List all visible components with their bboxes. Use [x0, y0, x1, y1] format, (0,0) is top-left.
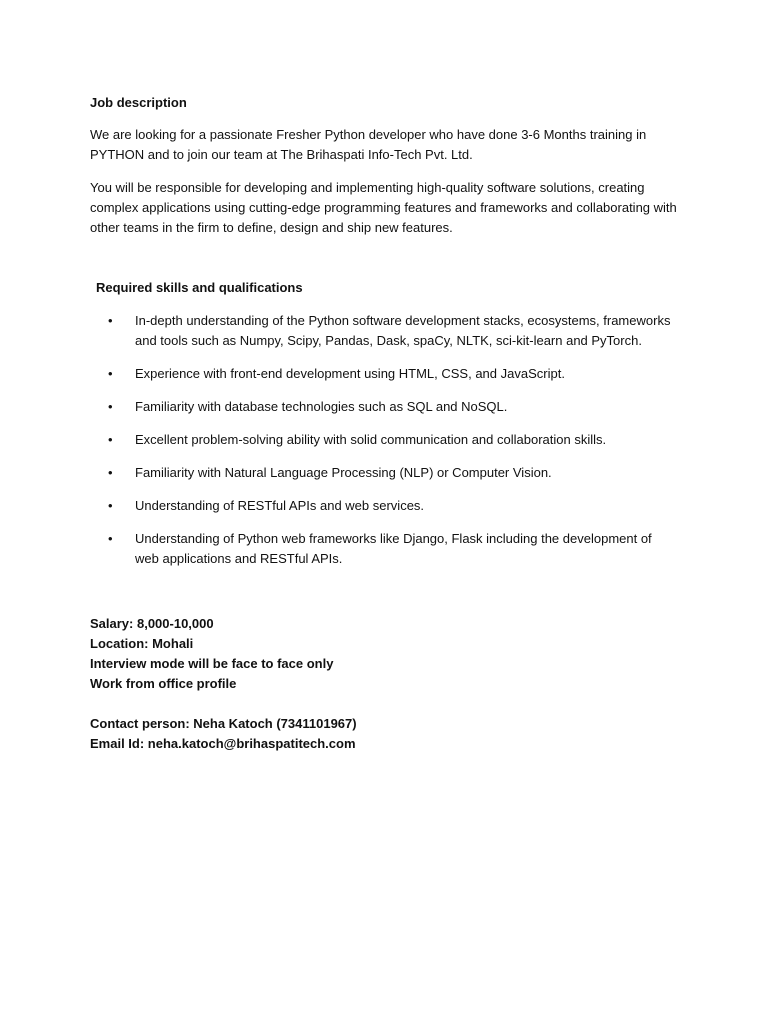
list-item [108, 430, 678, 450]
skill-text: Understanding of RESTful APIs and web services. [135, 498, 425, 513]
skill-text: Familiarity with database technologies such as SQL and NoSQL. [135, 399, 508, 414]
location-line: Location: Mohali [90, 636, 194, 651]
skill-text: Experience with front-end development using HTML, CSS, and JavaScript. [135, 366, 565, 381]
skill-text: Understanding of Python web frameworks like Django, Flask including the development of web applications and RESTful APIs. [135, 531, 652, 566]
interview-mode-line: Interview mode will be face to face only [90, 656, 334, 671]
list-item [108, 463, 678, 483]
spacer [90, 694, 357, 714]
skill-text: In-depth understanding of the Python software development stacks, ecosystems, frameworks and tools such as Numpy, Scipy, Pandas, Dask, spaCy, NLTK, sci-kit-learn and PyTorch. [135, 313, 671, 348]
email-line: Email Id: neha.katoch@brihaspatitech.com [90, 736, 356, 751]
bullet-icon: • [108, 399, 113, 414]
job-description-heading: Job description [90, 95, 187, 110]
list-item [108, 397, 678, 417]
bullet-icon: • [108, 465, 113, 480]
bullet-icon: • [108, 313, 113, 328]
bullet-icon: • [108, 432, 113, 447]
work-profile-line: Work from office profile [90, 676, 237, 691]
bullet-icon: • [108, 531, 113, 546]
bullet-icon: • [108, 366, 113, 381]
skills-heading: Required skills and qualifications [96, 280, 303, 295]
list-item [108, 311, 678, 351]
contact-person-line: Contact person: Neha Katoch (7341101967) [90, 716, 357, 731]
salary-line: Salary: 8,000-10,000 [90, 616, 214, 631]
list-item [108, 364, 678, 384]
list-item [108, 529, 678, 569]
skill-text: Excellent problem-solving ability with solid communication and collaboration skills. [135, 432, 607, 447]
job-details [90, 614, 357, 754]
skill-text: Familiarity with Natural Language Processing (NLP) or Computer Vision. [135, 465, 552, 480]
skills-list [108, 311, 678, 582]
list-item [108, 496, 678, 516]
intro-paragraph: We are looking for a passionate Fresher Python developer who have done 3-6 Months training in PYTHON and to join our team at The Brihaspati Info-Tech Pvt. Ltd. [90, 127, 647, 162]
bullet-icon: • [108, 498, 113, 513]
responsibilities-paragraph: You will be responsible for developing and implementing high-quality software solutions, creating complex applications using cutting-edge programming features and frameworks and collaborating with other teams in the firm to define, design and ship new features. [90, 180, 677, 235]
